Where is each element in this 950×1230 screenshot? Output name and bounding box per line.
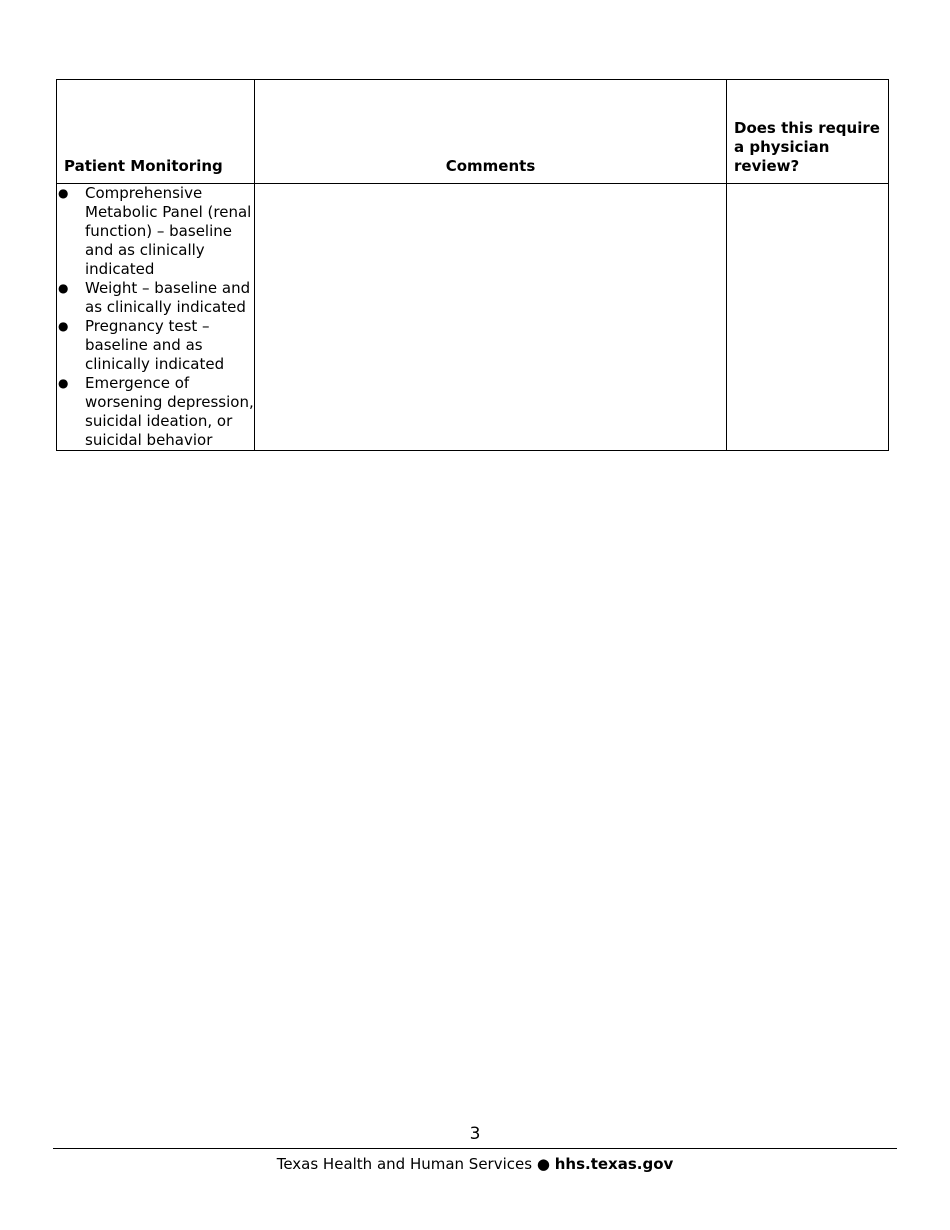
header-patient-monitoring: Patient Monitoring: [57, 80, 255, 184]
patient-monitoring-cell: [57, 184, 255, 451]
header-comments: Comments: [255, 80, 727, 184]
list-item: [57, 317, 254, 374]
footer-site-link[interactable]: hhs.texas.gov: [554, 1155, 674, 1173]
bullet-icon: ●: [58, 186, 69, 200]
page-number: 3: [469, 1124, 481, 1144]
table-header-row: [57, 80, 889, 184]
footer-separator-icon: ●: [536, 1155, 550, 1173]
table-row: [57, 184, 889, 451]
monitoring-item-text: Weight – baseline and as clinically indicated: [85, 279, 251, 316]
monitoring-item-text: Emergence of worsening depression, suicidal ideation, or suicidal behavior: [85, 374, 254, 449]
footer-divider: [53, 1148, 897, 1149]
bullet-icon: ●: [58, 376, 69, 390]
footer-org: Texas Health and Human Services: [276, 1155, 533, 1173]
bullet-icon: ●: [58, 281, 69, 295]
bullet-icon: ●: [58, 319, 69, 333]
monitoring-list: [57, 184, 254, 450]
monitoring-item-text: Pregnancy test – baseline and as clinically indicated: [85, 317, 225, 373]
monitoring-item-text: Comprehensive Metabolic Panel (renal function) – baseline and as clinically indicated: [85, 184, 252, 278]
monitoring-table: [56, 79, 889, 451]
list-item: [57, 184, 254, 279]
physician-review-cell[interactable]: [727, 184, 889, 451]
page-footer: [0, 1155, 950, 1174]
list-item: [57, 279, 254, 317]
list-item: [57, 374, 254, 450]
comments-cell[interactable]: [255, 184, 727, 451]
header-physician-review: Does this require a physician review?: [727, 80, 889, 184]
